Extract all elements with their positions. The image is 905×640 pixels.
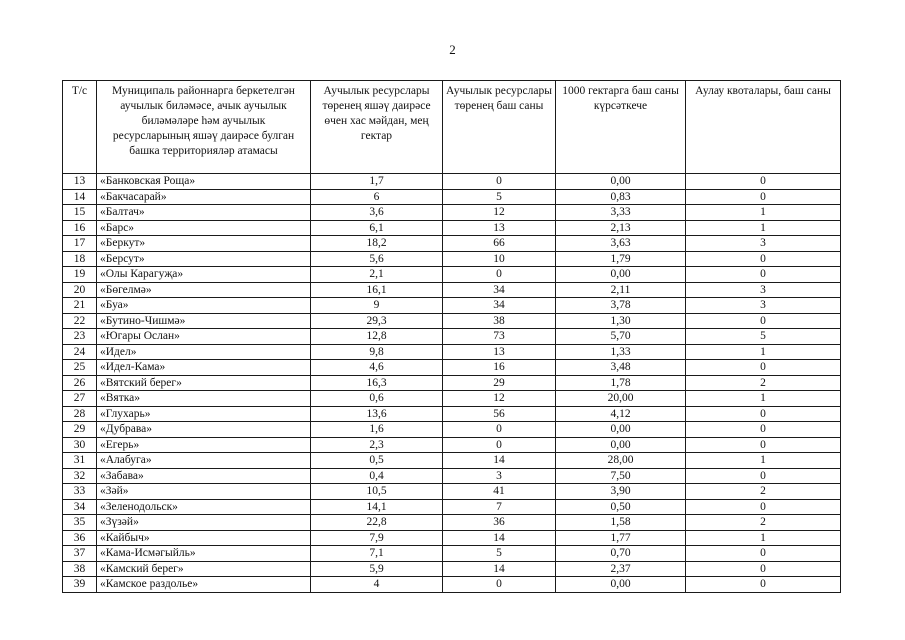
- cell-quota: 3: [686, 298, 841, 314]
- header-row-number: Т/с: [63, 81, 97, 174]
- cell-territory-name: «Балтач»: [97, 205, 311, 221]
- cell-habitat-area: 7,1: [311, 546, 443, 562]
- cell-row-number: 31: [63, 453, 97, 469]
- table-row: [63, 499, 841, 515]
- cell-habitat-area: 16,3: [311, 375, 443, 391]
- cell-habitat-area: 12,8: [311, 329, 443, 345]
- cell-density: 2,13: [556, 220, 686, 236]
- header-habitat-area: Аучылык ресурслары төренең яшәү даирәсе өчен хас мәйдан, мең гектар: [311, 81, 443, 174]
- cell-quota: 0: [686, 437, 841, 453]
- table-row: [63, 174, 841, 190]
- cell-population: 29: [443, 375, 556, 391]
- cell-territory-name: «Банковская Роща»: [97, 174, 311, 190]
- cell-quota: 0: [686, 174, 841, 190]
- cell-territory-name: «Беркут»: [97, 236, 311, 252]
- cell-density: 4,12: [556, 406, 686, 422]
- cell-habitat-area: 16,1: [311, 282, 443, 298]
- cell-quota: 1: [686, 344, 841, 360]
- cell-territory-name: «Вятский берег»: [97, 375, 311, 391]
- header-quota: Аулау квоталары, баш саны: [686, 81, 841, 174]
- cell-territory-name: «Берсут»: [97, 251, 311, 267]
- cell-quota: 0: [686, 313, 841, 329]
- cell-density: 5,70: [556, 329, 686, 345]
- table-row: [63, 468, 841, 484]
- cell-quota: 0: [686, 189, 841, 205]
- cell-population: 12: [443, 391, 556, 407]
- table-row: [63, 344, 841, 360]
- cell-density: 0,00: [556, 422, 686, 438]
- cell-row-number: 39: [63, 577, 97, 593]
- header-territory-name: Муниципаль районнарга беркетелгән аучылык биләмәсе, ачык аучылык биләмәләре һәм аучылык ресурсларының яшәү даирәсе булган башка территорияләр атамасы: [97, 81, 311, 174]
- table-row: [63, 453, 841, 469]
- cell-territory-name: «Кама-Исмәгыйль»: [97, 546, 311, 562]
- cell-density: 2,37: [556, 561, 686, 577]
- cell-row-number: 17: [63, 236, 97, 252]
- cell-territory-name: «Алабуга»: [97, 453, 311, 469]
- header-population: Аучылык ресурслары төренең баш саны: [443, 81, 556, 174]
- cell-habitat-area: 2,1: [311, 267, 443, 283]
- cell-population: 14: [443, 453, 556, 469]
- cell-row-number: 25: [63, 360, 97, 376]
- cell-territory-name: «Идел-Кама»: [97, 360, 311, 376]
- cell-territory-name: «Егерь»: [97, 437, 311, 453]
- cell-row-number: 28: [63, 406, 97, 422]
- cell-quota: 1: [686, 453, 841, 469]
- cell-row-number: 34: [63, 499, 97, 515]
- cell-population: 5: [443, 546, 556, 562]
- cell-population: 16: [443, 360, 556, 376]
- cell-row-number: 15: [63, 205, 97, 221]
- cell-density: 0,70: [556, 546, 686, 562]
- cell-row-number: 21: [63, 298, 97, 314]
- cell-population: 14: [443, 561, 556, 577]
- cell-row-number: 24: [63, 344, 97, 360]
- cell-density: 3,63: [556, 236, 686, 252]
- cell-density: 3,90: [556, 484, 686, 500]
- cell-density: 0,50: [556, 499, 686, 515]
- cell-population: 0: [443, 437, 556, 453]
- cell-territory-name: «Бутино-Чишмә»: [97, 313, 311, 329]
- table-row: [63, 577, 841, 593]
- cell-habitat-area: 13,6: [311, 406, 443, 422]
- cell-population: 13: [443, 344, 556, 360]
- cell-density: 0,00: [556, 577, 686, 593]
- cell-row-number: 26: [63, 375, 97, 391]
- cell-quota: 2: [686, 484, 841, 500]
- cell-quota: 2: [686, 515, 841, 531]
- cell-population: 41: [443, 484, 556, 500]
- cell-quota: 3: [686, 236, 841, 252]
- cell-row-number: 13: [63, 174, 97, 190]
- cell-density: 3,33: [556, 205, 686, 221]
- page-number: 2: [449, 42, 456, 57]
- cell-territory-name: «Забава»: [97, 468, 311, 484]
- table-row: [63, 329, 841, 345]
- cell-quota: 1: [686, 530, 841, 546]
- cell-habitat-area: 0,6: [311, 391, 443, 407]
- table-row: [63, 437, 841, 453]
- cell-quota: 1: [686, 205, 841, 221]
- cell-density: 1,33: [556, 344, 686, 360]
- cell-row-number: 36: [63, 530, 97, 546]
- cell-row-number: 30: [63, 437, 97, 453]
- table-row: [63, 236, 841, 252]
- cell-row-number: 20: [63, 282, 97, 298]
- cell-habitat-area: 9: [311, 298, 443, 314]
- cell-habitat-area: 29,3: [311, 313, 443, 329]
- cell-population: 10: [443, 251, 556, 267]
- cell-population: 12: [443, 205, 556, 221]
- cell-habitat-area: 5,6: [311, 251, 443, 267]
- cell-quota: 1: [686, 220, 841, 236]
- cell-population: 36: [443, 515, 556, 531]
- cell-quota: 5: [686, 329, 841, 345]
- cell-population: 5: [443, 189, 556, 205]
- table-row: [63, 391, 841, 407]
- cell-habitat-area: 9,8: [311, 344, 443, 360]
- cell-territory-name: «Олы Карагуҗа»: [97, 267, 311, 283]
- cell-population: 7: [443, 499, 556, 515]
- cell-density: 1,77: [556, 530, 686, 546]
- cell-row-number: 38: [63, 561, 97, 577]
- cell-habitat-area: 14,1: [311, 499, 443, 515]
- table-row: [63, 375, 841, 391]
- cell-row-number: 18: [63, 251, 97, 267]
- cell-population: 0: [443, 267, 556, 283]
- cell-quota: 0: [686, 468, 841, 484]
- cell-population: 14: [443, 530, 556, 546]
- header-row: [63, 81, 841, 174]
- cell-quota: 0: [686, 422, 841, 438]
- table-row: [63, 360, 841, 376]
- cell-row-number: 35: [63, 515, 97, 531]
- cell-territory-name: «Идел»: [97, 344, 311, 360]
- cell-territory-name: «Зүзәй»: [97, 515, 311, 531]
- cell-habitat-area: 1,7: [311, 174, 443, 190]
- cell-row-number: 16: [63, 220, 97, 236]
- cell-habitat-area: 10,5: [311, 484, 443, 500]
- table-row: [63, 546, 841, 562]
- cell-density: 3,48: [556, 360, 686, 376]
- cell-population: 34: [443, 298, 556, 314]
- cell-habitat-area: 22,8: [311, 515, 443, 531]
- table-row: [63, 298, 841, 314]
- cell-territory-name: «Югары Ослан»: [97, 329, 311, 345]
- cell-quota: 2: [686, 375, 841, 391]
- cell-density: 0,00: [556, 267, 686, 283]
- cell-habitat-area: 6: [311, 189, 443, 205]
- cell-quota: 0: [686, 267, 841, 283]
- cell-density: 3,78: [556, 298, 686, 314]
- cell-density: 1,79: [556, 251, 686, 267]
- cell-row-number: 27: [63, 391, 97, 407]
- table-row: [63, 422, 841, 438]
- table-row: [63, 515, 841, 531]
- cell-territory-name: «Глухарь»: [97, 406, 311, 422]
- cell-row-number: 14: [63, 189, 97, 205]
- cell-territory-name: «Бакчасарай»: [97, 189, 311, 205]
- cell-quota: 0: [686, 406, 841, 422]
- cell-density: 1,58: [556, 515, 686, 531]
- cell-quota: 0: [686, 546, 841, 562]
- table-row: [63, 530, 841, 546]
- cell-density: 28,00: [556, 453, 686, 469]
- cell-population: 3: [443, 468, 556, 484]
- table-row: [63, 561, 841, 577]
- cell-row-number: 22: [63, 313, 97, 329]
- header-density: 1000 гектарга баш саны күрсәткече: [556, 81, 686, 174]
- cell-habitat-area: 18,2: [311, 236, 443, 252]
- cell-territory-name: «Вятка»: [97, 391, 311, 407]
- cell-population: 38: [443, 313, 556, 329]
- cell-territory-name: «Бөгелмә»: [97, 282, 311, 298]
- cell-row-number: 29: [63, 422, 97, 438]
- table-header: [63, 81, 841, 174]
- table-row: [63, 406, 841, 422]
- cell-density: 1,78: [556, 375, 686, 391]
- cell-territory-name: «Зеленодольск»: [97, 499, 311, 515]
- table-row: [63, 220, 841, 236]
- cell-territory-name: «Кайбыч»: [97, 530, 311, 546]
- table-row: [63, 205, 841, 221]
- table-row: [63, 484, 841, 500]
- cell-territory-name: «Барс»: [97, 220, 311, 236]
- table-row: [63, 313, 841, 329]
- table-row: [63, 267, 841, 283]
- cell-habitat-area: 3,6: [311, 205, 443, 221]
- cell-density: 20,00: [556, 391, 686, 407]
- cell-population: 0: [443, 174, 556, 190]
- cell-quota: 3: [686, 282, 841, 298]
- cell-row-number: 37: [63, 546, 97, 562]
- cell-territory-name: «Камское раздолье»: [97, 577, 311, 593]
- cell-territory-name: «Буа»: [97, 298, 311, 314]
- cell-row-number: 33: [63, 484, 97, 500]
- table-body: [63, 174, 841, 593]
- cell-quota: 0: [686, 499, 841, 515]
- cell-population: 66: [443, 236, 556, 252]
- cell-population: 13: [443, 220, 556, 236]
- cell-quota: 0: [686, 360, 841, 376]
- cell-quota: 0: [686, 561, 841, 577]
- cell-row-number: 32: [63, 468, 97, 484]
- cell-habitat-area: 7,9: [311, 530, 443, 546]
- cell-density: 7,50: [556, 468, 686, 484]
- cell-quota: 1: [686, 391, 841, 407]
- cell-row-number: 19: [63, 267, 97, 283]
- table-row: [63, 282, 841, 298]
- cell-habitat-area: 0,5: [311, 453, 443, 469]
- cell-density: 0,83: [556, 189, 686, 205]
- cell-density: 0,00: [556, 174, 686, 190]
- cell-row-number: 23: [63, 329, 97, 345]
- cell-territory-name: «Камский берег»: [97, 561, 311, 577]
- cell-habitat-area: 4: [311, 577, 443, 593]
- cell-quota: 0: [686, 577, 841, 593]
- cell-habitat-area: 4,6: [311, 360, 443, 376]
- hunting-resources-table: [62, 80, 841, 593]
- cell-quota: 0: [686, 251, 841, 267]
- table-row: [63, 251, 841, 267]
- cell-territory-name: «Зәй»: [97, 484, 311, 500]
- table-row: [63, 189, 841, 205]
- cell-habitat-area: 5,9: [311, 561, 443, 577]
- cell-habitat-area: 2,3: [311, 437, 443, 453]
- cell-habitat-area: 6,1: [311, 220, 443, 236]
- cell-population: 0: [443, 577, 556, 593]
- cell-density: 1,30: [556, 313, 686, 329]
- cell-habitat-area: 1,6: [311, 422, 443, 438]
- cell-habitat-area: 0,4: [311, 468, 443, 484]
- cell-population: 0: [443, 422, 556, 438]
- cell-density: 2,11: [556, 282, 686, 298]
- cell-territory-name: «Дубрава»: [97, 422, 311, 438]
- cell-population: 73: [443, 329, 556, 345]
- cell-density: 0,00: [556, 437, 686, 453]
- cell-population: 34: [443, 282, 556, 298]
- cell-population: 56: [443, 406, 556, 422]
